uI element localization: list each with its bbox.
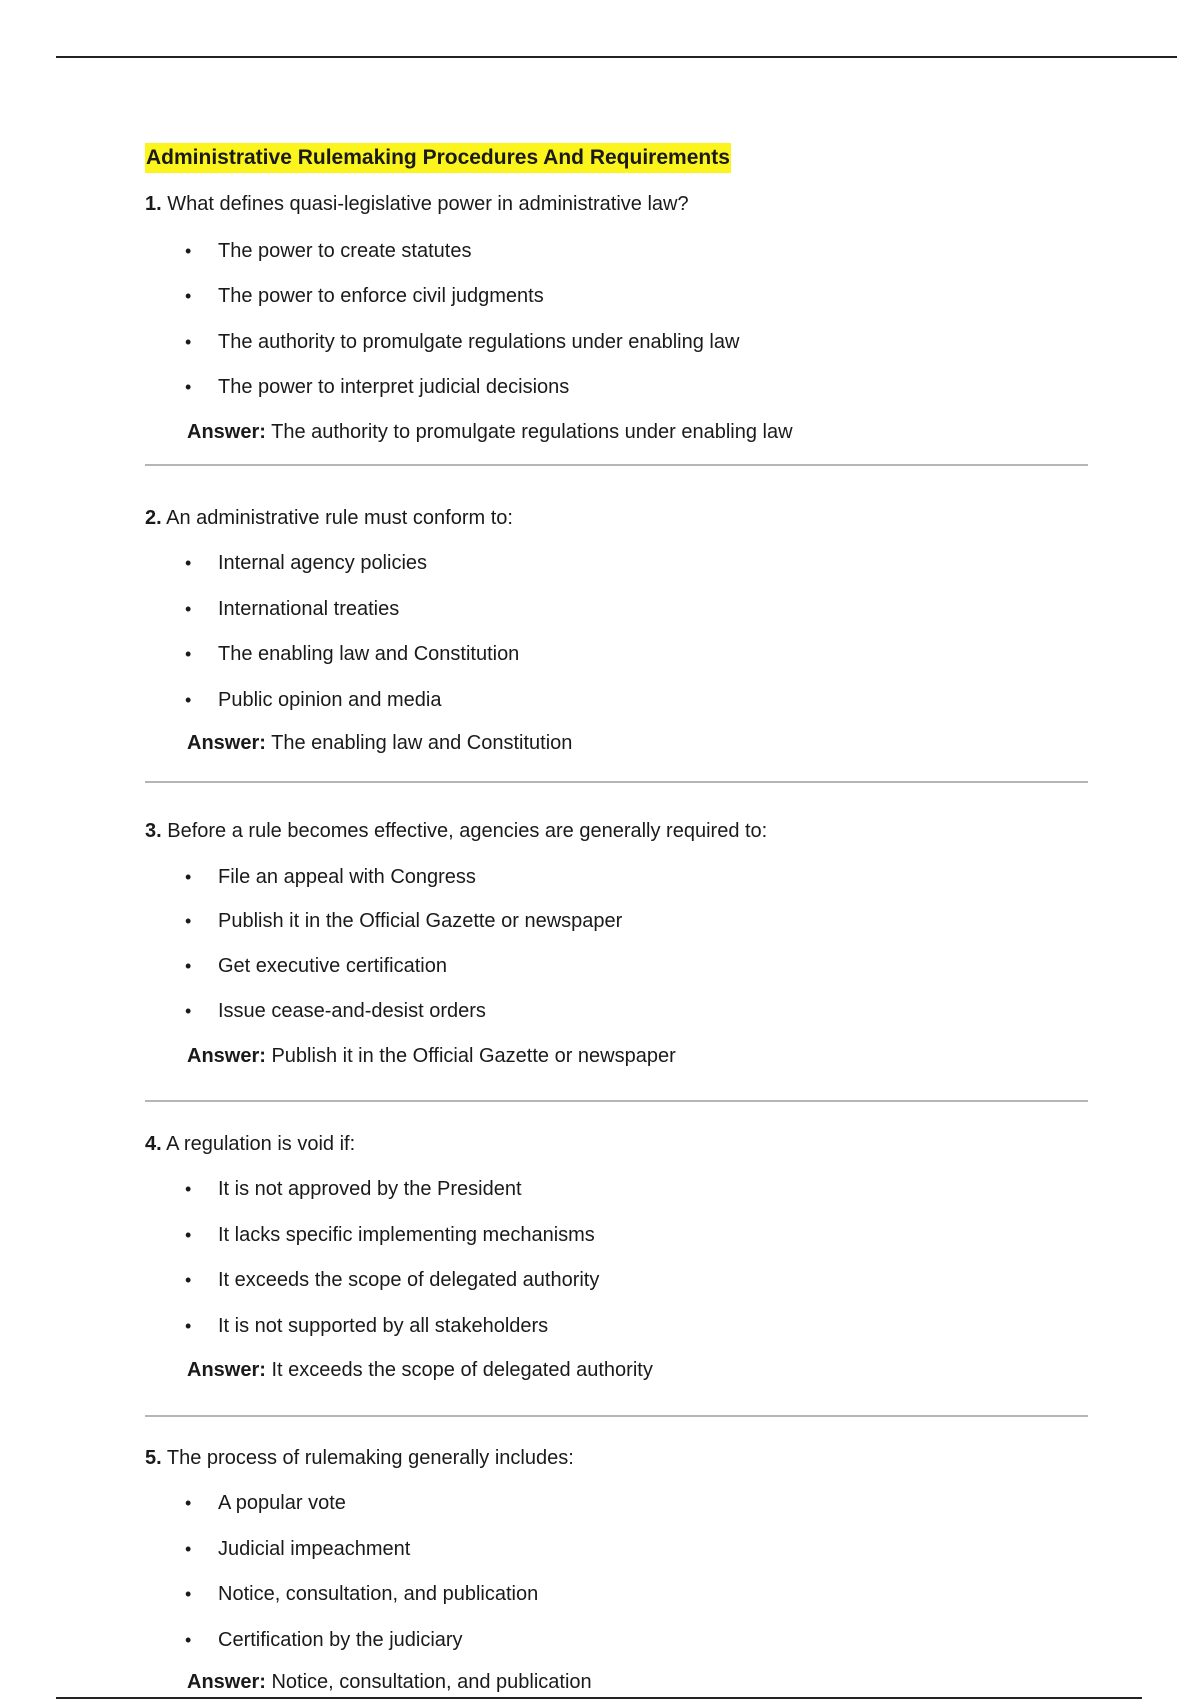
option-text: File an appeal with Congress — [218, 866, 476, 888]
question-number: 5. — [145, 1447, 162, 1469]
bullet-icon: • — [185, 286, 192, 306]
option-item — [145, 864, 1088, 890]
question-block-3 — [145, 818, 1088, 1069]
option-text: Internal agency policies — [218, 552, 428, 574]
answer-line — [145, 419, 1088, 445]
option-text: Get executive certification — [218, 955, 447, 977]
answer-line — [145, 730, 1088, 756]
answer-text: It exceeds the scope of delegated authority — [271, 1359, 653, 1381]
option-item — [145, 1581, 1088, 1607]
option-text: It is not approved by the President — [218, 1178, 522, 1200]
question-number: 1. — [145, 193, 162, 215]
footer-rule — [56, 1697, 1142, 1699]
bullet-icon: • — [185, 1493, 192, 1513]
option-text: Certification by the judiciary — [218, 1629, 463, 1651]
question-number: 4. — [145, 1133, 162, 1155]
bullet-icon: • — [185, 1316, 192, 1336]
bullet-icon: • — [185, 867, 192, 887]
question-text: A regulation is void if: — [166, 1133, 356, 1155]
bullet-icon: • — [185, 956, 192, 976]
bullet-icon: • — [185, 599, 192, 619]
option-item — [145, 238, 1088, 264]
header-rule — [56, 56, 1177, 58]
option-item — [145, 374, 1088, 400]
answer-line — [145, 1669, 1088, 1695]
answer-text: Notice, consultation, and publication — [271, 1671, 592, 1693]
option-text: Publish it in the Official Gazette or newspaper — [218, 910, 623, 932]
answer-line — [145, 1043, 1088, 1069]
answer-label: Answer: — [187, 1359, 266, 1381]
option-text: International treaties — [218, 598, 400, 620]
option-item — [145, 953, 1088, 979]
answer-line — [145, 1357, 1088, 1383]
option-item — [145, 998, 1088, 1024]
question-number: 2. — [145, 507, 162, 529]
option-item — [145, 641, 1088, 667]
answer-label: Answer: — [187, 1045, 266, 1067]
option-list — [145, 864, 1088, 1024]
option-item — [145, 908, 1088, 934]
option-text: The authority to promulgate regulations under enabling law — [218, 331, 740, 353]
document-title: Administrative Rulemaking Procedures And Requirements — [145, 143, 731, 173]
bullet-icon: • — [185, 1179, 192, 1199]
bullet-icon: • — [185, 1630, 192, 1650]
answer-label: Answer: — [187, 421, 266, 443]
option-item — [145, 329, 1088, 355]
option-list — [145, 238, 1088, 400]
answer-text: The enabling law and Constitution — [271, 732, 573, 754]
option-list — [145, 1176, 1088, 1339]
section-divider — [145, 1415, 1088, 1417]
bullet-icon: • — [185, 332, 192, 352]
option-item — [145, 687, 1088, 713]
answer-label: Answer: — [187, 1671, 266, 1693]
option-text: Public opinion and media — [218, 689, 442, 711]
option-text: The power to enforce civil judgments — [218, 285, 544, 307]
option-item — [145, 1536, 1088, 1562]
question-text: What defines quasi-legislative power in administrative law? — [167, 193, 689, 215]
question-block-2 — [145, 505, 1088, 756]
bullet-icon: • — [185, 911, 192, 931]
option-text: A popular vote — [218, 1492, 346, 1514]
option-item — [145, 550, 1088, 576]
bullet-icon: • — [185, 690, 192, 710]
bullet-icon: • — [185, 1539, 192, 1559]
option-text: The power to create statutes — [218, 240, 472, 262]
bullet-icon: • — [185, 1001, 192, 1021]
question-block-5 — [145, 1445, 1088, 1695]
document-body — [145, 143, 1088, 1695]
question-number: 3. — [145, 820, 162, 842]
option-item — [145, 1313, 1088, 1339]
option-text: It lacks specific implementing mechanisms — [218, 1224, 595, 1246]
option-text: It is not supported by all stakeholders — [218, 1315, 549, 1337]
question-4 — [145, 1131, 1088, 1157]
option-text: Issue cease-and-desist orders — [218, 1000, 486, 1022]
question-5 — [145, 1445, 1088, 1471]
question-3 — [145, 818, 1088, 844]
option-text: The power to interpret judicial decisions — [218, 376, 570, 398]
option-text: It exceeds the scope of delegated authority — [218, 1269, 600, 1291]
question-1 — [145, 191, 1088, 217]
option-list — [145, 550, 1088, 713]
bullet-icon: • — [185, 1225, 192, 1245]
section-divider — [145, 781, 1088, 783]
option-item — [145, 1267, 1088, 1293]
question-2 — [145, 505, 1088, 531]
option-list — [145, 1490, 1088, 1653]
section-divider — [145, 1100, 1088, 1102]
question-text: An administrative rule must conform to: — [166, 507, 513, 529]
bullet-icon: • — [185, 1584, 192, 1604]
section-divider — [145, 464, 1088, 466]
question-block-4 — [145, 1131, 1088, 1383]
bullet-icon: • — [185, 553, 192, 573]
option-item — [145, 596, 1088, 622]
option-item — [145, 283, 1088, 309]
answer-text: The authority to promulgate regulations under enabling law — [271, 421, 793, 443]
question-block-1 — [145, 191, 1088, 445]
answer-label: Answer: — [187, 732, 266, 754]
bullet-icon: • — [185, 644, 192, 664]
option-item — [145, 1627, 1088, 1653]
answer-text: Publish it in the Official Gazette or newspaper — [271, 1045, 676, 1067]
option-text: Notice, consultation, and publication — [218, 1583, 539, 1605]
bullet-icon: • — [185, 241, 192, 261]
bullet-icon: • — [185, 1270, 192, 1290]
question-text: Before a rule becomes effective, agencies are generally required to: — [167, 820, 768, 842]
option-item — [145, 1176, 1088, 1202]
option-item — [145, 1490, 1088, 1516]
bullet-icon: • — [185, 377, 192, 397]
option-text: Judicial impeachment — [218, 1538, 411, 1560]
question-text: The process of rulemaking generally includes: — [166, 1447, 574, 1469]
option-text: The enabling law and Constitution — [218, 643, 520, 665]
option-item — [145, 1222, 1088, 1248]
